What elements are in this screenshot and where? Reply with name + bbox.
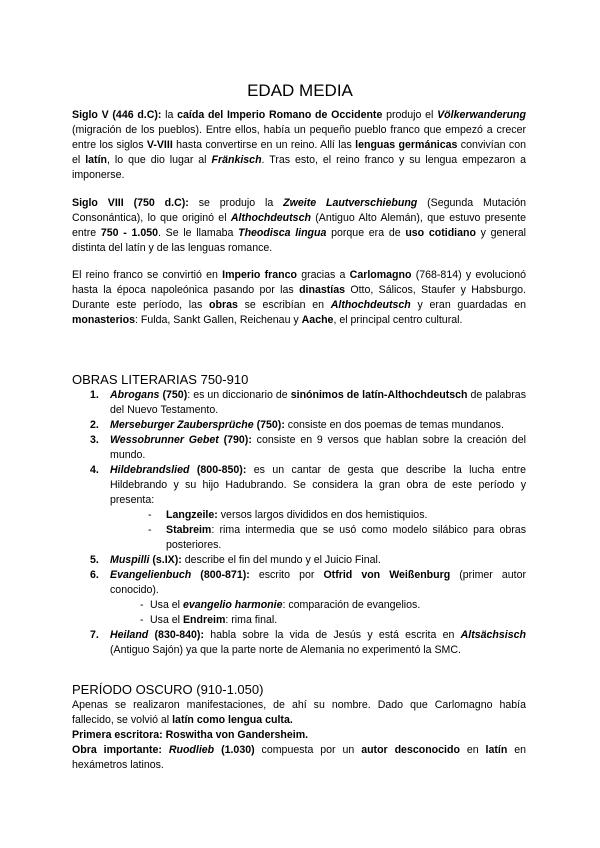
text-run: Apenas se realizaron manifestaciones, de ahí su nombre. Dado que Carlomagno había fallecido, se volvió al [72, 699, 526, 726]
bold-text: (790): [218, 434, 252, 446]
obras-list [72, 388, 526, 658]
bold-italic-text: Ruodlieb [168, 744, 215, 756]
text-run: es un cantar de gesta que describe la lucha entre Hildebrando y su hijo Hadubrando. Se considera la gran obra de este período y presenta: [110, 464, 526, 506]
page-title: EDAD MEDIA [247, 81, 353, 101]
subitem-text [166, 523, 526, 553]
text-run: . Se le llamaba [158, 227, 239, 239]
obra-list-item [72, 568, 526, 628]
bold-text: dinastías [299, 284, 345, 296]
list-number: 5. [90, 554, 99, 566]
text-run: , el principal centro cultural. [333, 314, 463, 326]
text-run: compuesta por un [254, 744, 362, 756]
bold-italic-text: Altsächsisch [460, 629, 526, 641]
bold-text: latín [485, 744, 508, 756]
bold-text: Carlomagno [349, 269, 412, 281]
bold-text: sinónimos de latín-Althochdeutsch [290, 389, 468, 401]
bold-text: lenguas germánicas [355, 139, 458, 151]
text-run: hasta convertirse en un reino. Allí las [172, 139, 356, 151]
subitem-text [150, 598, 526, 613]
bold-italic-text: Zweite Lautverschiebung [283, 197, 418, 209]
text-run: : es un diccionario de [187, 389, 291, 401]
text-run: : Fulda, Sankt Gallen, Reichenau y [135, 314, 302, 326]
bold-text: Langzeile: [166, 509, 218, 521]
bold-text: (800-850): [189, 464, 247, 476]
bold-text: latín [85, 154, 107, 166]
section-heading-oscuro: PERÍODO OSCURO (910-1.050) [72, 682, 264, 697]
text-run: se produjo la [188, 197, 284, 209]
bold-italic-text: Wessobrunner Gebet [110, 434, 219, 446]
text-run: habla sobre la vida de Jesús y está escrita en [203, 629, 461, 641]
text-run: . Tras esto, el reino franco y su lengua empezaron a imponerse. [72, 154, 526, 181]
bold-text: Aache [301, 314, 334, 326]
bold-italic-text: Theodisca lingua [238, 227, 327, 239]
text-run: : comparación de evangelios. [282, 599, 421, 611]
bold-italic-text: Völkerwanderung [437, 109, 526, 121]
bold-text: 750 - 1.050 [100, 227, 158, 239]
subitem-text [150, 613, 526, 628]
text-run: porque era de [326, 227, 406, 239]
obra-description [110, 388, 526, 418]
dash-bullet: - [140, 614, 144, 626]
obra-subitem [148, 523, 526, 553]
text-run: se escribían en [237, 299, 331, 311]
paragraph-reino-franco [72, 268, 526, 328]
bold-text: caída del Imperio Romano de Occidente [177, 109, 383, 121]
text-run [162, 744, 169, 756]
obra-sublist [110, 598, 526, 628]
bold-text: Primera escritora: Roswitha von Gandersheim. [72, 729, 309, 741]
obra-description [110, 553, 526, 568]
bold-italic-text: Fränkisch [211, 154, 262, 166]
text-run: (migración de los pueblos). Entre ellos, había un pequeño pueblo franco que empezó a crecer entre los siglos [72, 124, 526, 151]
bold-italic-text: Muspilli [110, 554, 150, 566]
oscuro-line [72, 743, 526, 773]
obra-list-item [72, 553, 526, 568]
text-run: , lo que dio lugar al [106, 154, 212, 166]
obra-list-item [72, 418, 526, 433]
bold-text: obras [209, 299, 238, 311]
text-run: describe el fin del mundo y el Juicio Final. [181, 554, 381, 566]
bold-text: Siglo VIII (750 d.C): [72, 197, 189, 209]
bold-text: Otfrid von Weißenburg [323, 569, 451, 581]
text-run: Otto, Sálicos, Staufer y Habsburgo. Durante este período, las [72, 284, 526, 311]
section-periodo-oscuro [72, 682, 526, 773]
text-run: escrito por [249, 569, 324, 581]
obra-list-item [72, 433, 526, 463]
obra-list-item [72, 388, 526, 418]
obra-description [110, 418, 526, 433]
bold-italic-text: Abrogans [110, 389, 160, 401]
bold-text: (800-871): [191, 569, 250, 581]
obra-description [110, 463, 526, 508]
text-run: El reino franco se convirtió en [72, 269, 223, 281]
obra-description [110, 433, 526, 463]
text-run: consiste en dos poemas de temas mundanos. [284, 419, 504, 431]
text-run: de palabras del Nuevo Testamento. [110, 389, 526, 416]
dash-bullet: - [140, 599, 144, 611]
list-number: 7. [90, 629, 99, 641]
bold-italic-text: evangelio harmonie [182, 599, 283, 611]
text-run: : rima final. [225, 614, 278, 626]
text-run: (Antiguo Sajón) ya que la parte norte de Alemania no experimentó la SMC. [110, 644, 461, 656]
bold-text: Imperio franco [222, 269, 297, 281]
text-run: gracias a [296, 269, 350, 281]
text-run: versos largos divididos en dos hemistiquios. [217, 509, 428, 521]
bold-text: Obra importante: [72, 744, 162, 756]
obra-subitem [140, 598, 526, 613]
text-run: Usa el [150, 599, 183, 611]
bold-italic-text: Althochdeutsch [230, 212, 311, 224]
bold-text: V-VIII [146, 139, 173, 151]
bold-text: Endreim [182, 614, 226, 626]
bold-text: latín como lengua culta. [172, 714, 293, 726]
bold-italic-text: Althochdeutsch [330, 299, 411, 311]
bold-text: Siglo V (446 d.C): [72, 109, 162, 121]
paragraph-siglo-viii [72, 196, 526, 256]
bold-text: Stabreim [166, 524, 212, 536]
section-obras-literarias [72, 372, 526, 658]
oscuro-text [72, 698, 526, 773]
bold-text: (750) [159, 389, 188, 401]
dash-bullet: - [148, 509, 152, 521]
subitem-text [166, 508, 526, 523]
obra-subitem [148, 508, 526, 523]
obra-subitem [140, 613, 526, 628]
bold-text: monasterios [72, 314, 135, 326]
text-run: consiste en 9 versos que hablan sobre la creación del mundo. [110, 434, 526, 461]
obra-description [110, 568, 526, 598]
text-run: y general distinta del latín y de las lenguas romance. [72, 227, 526, 254]
text-run: en [459, 744, 486, 756]
bold-text: (750): [253, 419, 285, 431]
oscuro-line [72, 728, 526, 743]
text-run: convivían con el [72, 139, 526, 166]
text-run: en hexámetros latinos. [72, 744, 527, 771]
bold-italic-text: Heiland [110, 629, 149, 641]
bold-text: (830-840): [148, 629, 204, 641]
list-number: 6. [90, 569, 99, 581]
bold-italic-text: Evangelienbuch [110, 569, 192, 581]
list-number: 1. [90, 389, 99, 401]
oscuro-line [72, 698, 526, 728]
text-run: (Antiguo Alto Alemán), que estuvo presente entre [72, 212, 526, 239]
dash-bullet: - [148, 524, 152, 536]
bold-italic-text: Merseburger Zaubersprüche [110, 419, 254, 431]
text-run: : rima intermedia que se usó como modelo silábico para obras posteriores. [166, 524, 526, 551]
bold-text: uso cotidiano [405, 227, 476, 239]
obra-list-item [72, 628, 526, 658]
text-run: (primer autor conocido). [110, 569, 527, 596]
obra-sublist [110, 508, 526, 553]
text-run: (768-814) y evolucionó hasta la época napoleónica pasando por las [72, 269, 527, 296]
section-heading-obras: OBRAS LITERARIAS 750-910 [72, 372, 249, 387]
bold-text: autor desconocido [361, 744, 460, 756]
list-number: 3. [90, 434, 99, 446]
list-number: 4. [90, 464, 99, 476]
paragraph-siglo-v [72, 108, 526, 183]
bold-text: (1.030) [214, 744, 255, 756]
text-run: la [161, 109, 178, 121]
text-run: (Segunda Mutación Consonántica), lo que originó el [72, 197, 526, 224]
obra-list-item [72, 463, 526, 553]
text-run: produjo el [382, 109, 438, 121]
obra-description [110, 628, 526, 658]
bold-text: (s.IX): [149, 554, 182, 566]
bold-italic-text: Hildebrandslied [110, 464, 190, 476]
list-number: 2. [90, 419, 99, 431]
text-run: Usa el [150, 614, 183, 626]
text-run: y eran guardadas en [410, 299, 526, 311]
